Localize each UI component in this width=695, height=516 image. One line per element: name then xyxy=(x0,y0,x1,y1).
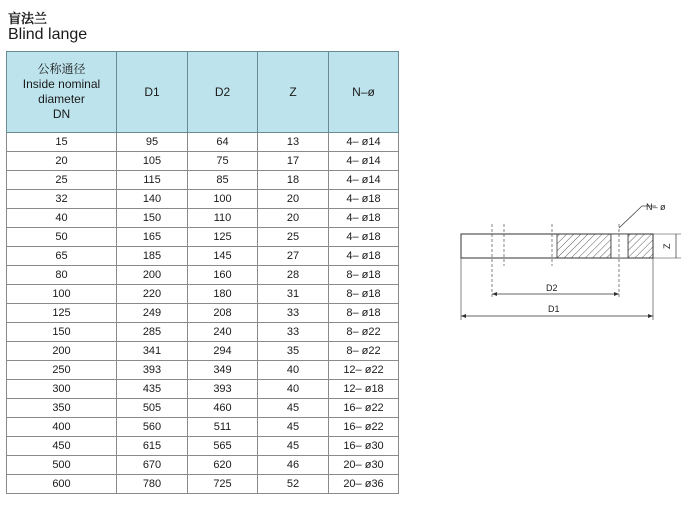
cell-dn: 80 xyxy=(7,266,117,285)
flange-section-hatch xyxy=(557,234,611,258)
cell-z: 25 xyxy=(258,228,329,247)
cell-n: 8– ø18 xyxy=(329,266,399,285)
cell-n: 4– ø14 xyxy=(329,133,399,152)
flange-diagram xyxy=(456,196,686,331)
cell-d1: 200 xyxy=(117,266,188,285)
header-dn-en-2: diameter xyxy=(38,92,85,106)
header-d1: D1 xyxy=(117,52,188,133)
table-row xyxy=(7,228,399,247)
cell-n: 4– ø18 xyxy=(329,190,399,209)
table-row xyxy=(7,361,399,380)
header-d2: D2 xyxy=(188,52,258,133)
cell-dn: 125 xyxy=(7,304,117,323)
cell-z: 20 xyxy=(258,190,329,209)
table-row xyxy=(7,323,399,342)
cell-d1: 435 xyxy=(117,380,188,399)
cell-z: 28 xyxy=(258,266,329,285)
table-row xyxy=(7,418,399,437)
cell-n: 16– ø22 xyxy=(329,399,399,418)
table-row xyxy=(7,437,399,456)
table-row xyxy=(7,190,399,209)
cell-z: 45 xyxy=(258,399,329,418)
table-row xyxy=(7,475,399,494)
cell-d1: 115 xyxy=(117,171,188,190)
cell-z: 31 xyxy=(258,285,329,304)
cell-d2: 100 xyxy=(188,190,258,209)
cell-d2: 240 xyxy=(188,323,258,342)
cell-d1: 285 xyxy=(117,323,188,342)
label-z: Z xyxy=(662,243,672,249)
header-z: Z xyxy=(258,52,329,133)
table-row xyxy=(7,456,399,475)
cell-dn: 65 xyxy=(7,247,117,266)
cell-z: 18 xyxy=(258,171,329,190)
label-n: N– ø xyxy=(646,202,666,212)
cell-n: 12– ø18 xyxy=(329,380,399,399)
cell-d2: 180 xyxy=(188,285,258,304)
table-row xyxy=(7,304,399,323)
flange-edge-hatch xyxy=(628,234,653,258)
flange-drawing xyxy=(456,196,686,326)
table-row xyxy=(7,380,399,399)
cell-n: 20– ø36 xyxy=(329,475,399,494)
cell-d1: 249 xyxy=(117,304,188,323)
cell-n: 12– ø22 xyxy=(329,361,399,380)
table-row xyxy=(7,399,399,418)
cell-n: 8– ø22 xyxy=(329,342,399,361)
cell-dn: 32 xyxy=(7,190,117,209)
cell-z: 46 xyxy=(258,456,329,475)
table-row xyxy=(7,342,399,361)
table-row xyxy=(7,209,399,228)
cell-d1: 341 xyxy=(117,342,188,361)
cell-d2: 460 xyxy=(188,399,258,418)
cell-n: 4– ø18 xyxy=(329,228,399,247)
table-body xyxy=(7,133,399,494)
cell-dn: 40 xyxy=(7,209,117,228)
cell-d1: 780 xyxy=(117,475,188,494)
cell-d1: 220 xyxy=(117,285,188,304)
cell-n: 4– ø14 xyxy=(329,152,399,171)
table-row xyxy=(7,133,399,152)
cell-n: 4– ø14 xyxy=(329,171,399,190)
cell-d2: 85 xyxy=(188,171,258,190)
cell-z: 40 xyxy=(258,361,329,380)
cell-z: 35 xyxy=(258,342,329,361)
cell-d1: 615 xyxy=(117,437,188,456)
cell-d1: 670 xyxy=(117,456,188,475)
cell-n: 4– ø18 xyxy=(329,247,399,266)
cell-d2: 565 xyxy=(188,437,258,456)
cell-d1: 393 xyxy=(117,361,188,380)
cell-n: 4– ø18 xyxy=(329,209,399,228)
cell-n: 16– ø30 xyxy=(329,437,399,456)
cell-z: 45 xyxy=(258,418,329,437)
cell-d2: 393 xyxy=(188,380,258,399)
cell-z: 40 xyxy=(258,380,329,399)
header-dn xyxy=(7,52,117,133)
cell-n: 16– ø22 xyxy=(329,418,399,437)
cell-d1: 185 xyxy=(117,247,188,266)
cell-d2: 208 xyxy=(188,304,258,323)
cell-dn: 15 xyxy=(7,133,117,152)
cell-d2: 294 xyxy=(188,342,258,361)
cell-dn: 500 xyxy=(7,456,117,475)
cell-dn: 250 xyxy=(7,361,117,380)
cell-dn: 100 xyxy=(7,285,117,304)
cell-d1: 165 xyxy=(117,228,188,247)
label-d2: D2 xyxy=(546,283,558,293)
bolt-hole xyxy=(611,234,628,258)
cell-d1: 150 xyxy=(117,209,188,228)
cell-z: 52 xyxy=(258,475,329,494)
table-row xyxy=(7,152,399,171)
cell-d2: 145 xyxy=(188,247,258,266)
cell-n: 8– ø18 xyxy=(329,285,399,304)
cell-dn: 300 xyxy=(7,380,117,399)
cell-dn: 600 xyxy=(7,475,117,494)
cell-d1: 560 xyxy=(117,418,188,437)
cell-d2: 725 xyxy=(188,475,258,494)
header-n: N–ø xyxy=(329,52,399,133)
cell-d2: 511 xyxy=(188,418,258,437)
flange-spec-table xyxy=(6,51,399,494)
cell-dn: 20 xyxy=(7,152,117,171)
cell-d1: 105 xyxy=(117,152,188,171)
cell-d2: 160 xyxy=(188,266,258,285)
cell-z: 27 xyxy=(258,247,329,266)
title-english: Blind lange xyxy=(8,26,88,43)
cell-z: 45 xyxy=(258,437,329,456)
header-dn-en-1: Inside nominal xyxy=(22,77,101,91)
cell-dn: 25 xyxy=(7,171,117,190)
header-dn-cn: 公称通径 xyxy=(37,62,86,76)
title-chinese: 盲法兰 xyxy=(8,12,48,27)
cell-z: 17 xyxy=(258,152,329,171)
cell-n: 8– ø22 xyxy=(329,323,399,342)
cell-n: 20– ø30 xyxy=(329,456,399,475)
cell-dn: 50 xyxy=(7,228,117,247)
cell-d2: 75 xyxy=(188,152,258,171)
cell-dn: 150 xyxy=(7,323,117,342)
cell-z: 33 xyxy=(258,323,329,342)
table-row xyxy=(7,247,399,266)
table-row xyxy=(7,266,399,285)
table-row xyxy=(7,171,399,190)
cell-d2: 64 xyxy=(188,133,258,152)
table-row xyxy=(7,285,399,304)
cell-z: 20 xyxy=(258,209,329,228)
cell-z: 13 xyxy=(258,133,329,152)
cell-n: 8– ø18 xyxy=(329,304,399,323)
cell-d1: 95 xyxy=(117,133,188,152)
cell-dn: 350 xyxy=(7,399,117,418)
label-d1: D1 xyxy=(548,304,560,314)
cell-d1: 505 xyxy=(117,399,188,418)
cell-d2: 125 xyxy=(188,228,258,247)
cell-d2: 349 xyxy=(188,361,258,380)
n-leader xyxy=(619,206,642,228)
cell-d2: 110 xyxy=(188,209,258,228)
cell-d2: 620 xyxy=(188,456,258,475)
cell-z: 33 xyxy=(258,304,329,323)
cell-d1: 140 xyxy=(117,190,188,209)
cell-dn: 200 xyxy=(7,342,117,361)
table-header-row xyxy=(7,52,399,133)
header-dn-en-3: DN xyxy=(52,107,71,121)
cell-dn: 450 xyxy=(7,437,117,456)
cell-dn: 400 xyxy=(7,418,117,437)
